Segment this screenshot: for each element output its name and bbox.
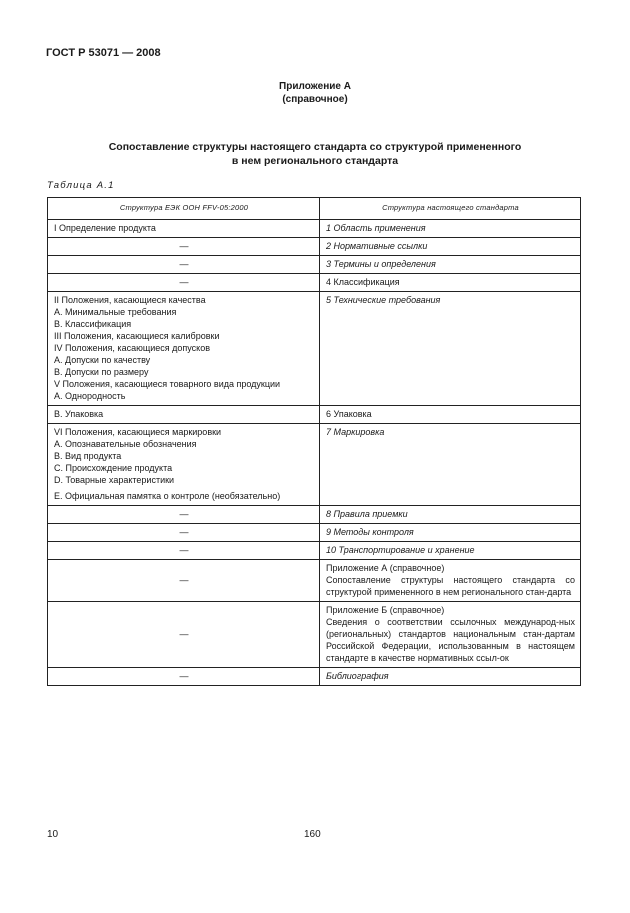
cell-text: A. Опознавательные обозначения <box>54 439 197 449</box>
right-cell <box>320 506 581 524</box>
dash: — <box>179 671 189 681</box>
right-cell <box>320 274 581 292</box>
cell-text: A. Допуски по качеству <box>54 355 151 365</box>
right-cell <box>320 560 581 602</box>
dash: — <box>179 545 189 555</box>
cell-text: B. Классификация <box>54 319 132 329</box>
right-cell <box>320 406 581 424</box>
left-cell <box>48 238 320 256</box>
right-cell <box>320 424 581 506</box>
table-row <box>48 220 581 238</box>
cell-text: 7 Маркировка <box>326 427 385 437</box>
table-row <box>48 406 581 424</box>
left-cell <box>48 406 320 424</box>
right-cell <box>320 292 581 406</box>
comparison-table <box>47 197 581 686</box>
dash: — <box>179 509 189 519</box>
dash: — <box>179 575 189 585</box>
right-cell <box>320 542 581 560</box>
table-row <box>48 560 581 602</box>
cell-text: B. Допуски по размеру <box>54 367 149 377</box>
cell-text: 1 Область применения <box>326 223 426 233</box>
cell-text: Сведения о соответствии ссылочных международ-ных (региональных) стандартов национальным стан-дартам Российской Федерации, использованным в настоящем стандарте в качестве нормативных ссыл-ок <box>326 617 575 663</box>
table-row <box>48 506 581 524</box>
appendix-label: Приложение А <box>279 81 351 92</box>
cell-text: A. Однородность <box>54 391 126 401</box>
cell-text: D. Товарные характеристики <box>54 475 175 485</box>
cell-text: 3 Термины и определения <box>326 259 436 269</box>
appendix-type: (справочное) <box>282 94 348 105</box>
left-cell <box>48 668 320 686</box>
left-cell <box>48 506 320 524</box>
title-line-1: Сопоставление структуры настоящего стандарта со структурой примененного <box>108 141 522 153</box>
table-header-row <box>48 198 581 220</box>
cell-text: 4 Классификация <box>326 277 400 287</box>
table-row <box>48 292 581 406</box>
cell-text: I Определение продукта <box>54 223 156 233</box>
table-caption: Таблица А.1 <box>47 180 115 191</box>
table-row <box>48 542 581 560</box>
left-cell <box>48 292 320 406</box>
left-cell <box>48 424 320 506</box>
cell-text: B. Вид продукта <box>54 451 122 461</box>
header-left: Структура ЕЭК ООН FFV-05:2000 <box>48 198 320 220</box>
right-cell <box>320 220 581 238</box>
cell-text: Библиография <box>326 671 389 681</box>
left-cell <box>48 560 320 602</box>
left-cell <box>48 542 320 560</box>
cell-text: Приложение Б (справочное) <box>326 605 445 615</box>
left-cell <box>48 274 320 292</box>
cell-text: III Положения, касающиеся калибровки <box>54 331 220 341</box>
cell-text: VI Положения, касающиеся маркировки <box>54 427 222 437</box>
left-cell <box>48 602 320 668</box>
cell-text: V Положения, касающиеся товарного вида продукции <box>54 379 281 389</box>
cell-text: Приложение А (справочное) <box>326 563 445 573</box>
document-code: ГОСТ Р 53071 — 2008 <box>46 47 161 59</box>
right-cell <box>320 256 581 274</box>
dash: — <box>179 259 189 269</box>
cell-text: 6 Упаковка <box>326 409 372 419</box>
right-cell <box>320 602 581 668</box>
title-line-2: в нем регионального стандарта <box>231 155 399 167</box>
table-row <box>48 668 581 686</box>
header-right: Структура настоящего стандарта <box>320 198 581 220</box>
table-row <box>48 424 581 506</box>
right-cell <box>320 238 581 256</box>
dash: — <box>179 241 189 251</box>
cell-text: E. Официальная памятка о контроле (необязательно) <box>54 491 281 501</box>
right-cell <box>320 668 581 686</box>
table-row <box>48 602 581 668</box>
dash: — <box>179 527 189 537</box>
right-cell <box>320 524 581 542</box>
dash: — <box>179 629 189 639</box>
table-row <box>48 238 581 256</box>
left-cell <box>48 524 320 542</box>
table-row <box>48 524 581 542</box>
page-number-left: 10 <box>47 829 59 840</box>
left-cell <box>48 256 320 274</box>
table-row <box>48 256 581 274</box>
appendix-title <box>60 140 570 168</box>
cell-text: IV Положения, касающиеся допусков <box>54 343 210 353</box>
page-number-center: 160 <box>304 829 321 840</box>
cell-text: 10 Транспортирование и хранение <box>326 545 475 555</box>
cell-text: 9 Методы контроля <box>326 527 414 537</box>
table-row <box>48 274 581 292</box>
cell-text: II Положения, касающиеся качества <box>54 295 206 305</box>
cell-text: 8 Правила приемки <box>326 509 408 519</box>
cell-text: B. Упаковка <box>54 409 104 419</box>
appendix-heading <box>0 80 630 106</box>
cell-text: 2 Нормативные ссылки <box>326 241 428 251</box>
left-cell <box>48 220 320 238</box>
cell-text: C. Происхождение продукта <box>54 463 173 473</box>
cell-text: A. Минимальные требования <box>54 307 177 317</box>
dash: — <box>179 277 189 287</box>
cell-text: Сопоставление структуры настоящего стандарта со структурой примененного в нем регионального стан-дарта <box>326 575 575 597</box>
cell-text: 5 Технические требования <box>326 295 441 305</box>
